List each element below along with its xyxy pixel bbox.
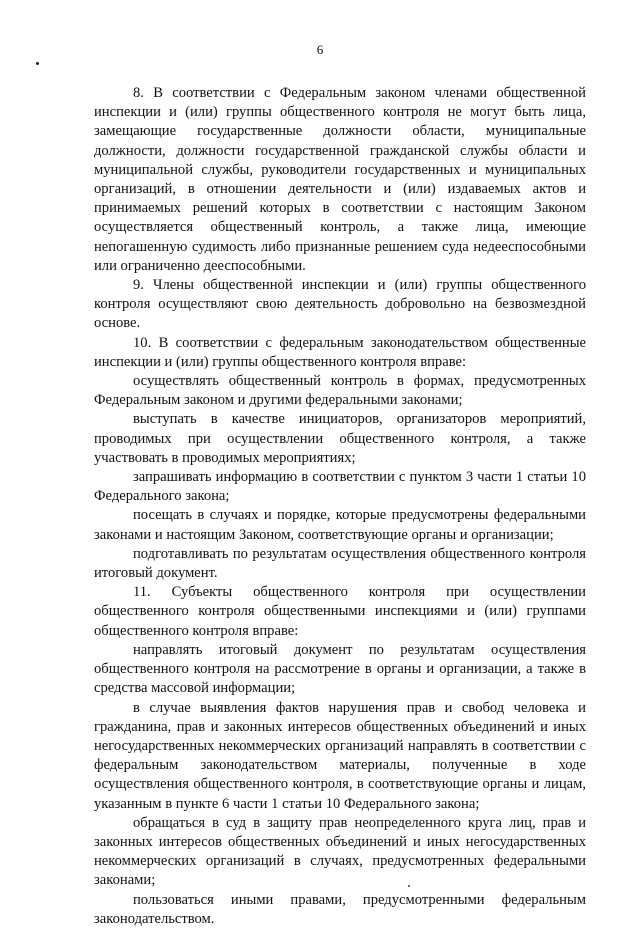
scan-speck-mark bbox=[36, 62, 39, 65]
paragraph-11-item: обращаться в суд в защиту прав неопределенного круга лиц, прав и законных интересов общественных объединений и иных негосударственных некоммерческих организаций в случаях, предусмотренных федеральными законами; bbox=[94, 814, 586, 889]
paragraph-10-item: подготавливать по результатам осуществления общественного контроля итоговый документ. bbox=[94, 545, 586, 582]
paragraph-11-item: направлять итоговый документ по результатам осуществления общественного контроля на рассмотрение в органы и организации, а также в средства массовой информации; bbox=[94, 641, 586, 697]
paragraph-9: 9. Члены общественной инспекции и (или) группы общественного контроля осуществляют свою деятельность добровольно на безвозмездной основе. bbox=[94, 277, 586, 332]
paragraph-10-item: выступать в качестве инициаторов, организаторов мероприятий, проводимых при осуществлении общественного контроля, а также участвовать в проводимых мероприятиях; bbox=[94, 411, 586, 466]
paragraph-11: 11. Субъекты общественного контроля при осуществлении общественного контроля общественными инспекциями и (или) группами общественного контроля вправе: bbox=[94, 584, 586, 639]
paragraph-10-item: посещать в случаях и порядке, которые предусмотрены федеральными законами и настоящим Законом, соответствующие органы и организации; bbox=[94, 507, 586, 543]
paragraph-11-item: пользоваться иными правами, предусмотренными федеральным законодательством. bbox=[94, 891, 586, 927]
paragraph-10-item: запрашивать информацию в соответствии с пунктом 3 части 1 статьи 10 Федерального закона; bbox=[94, 469, 586, 505]
paragraph-11-item: в случае выявления фактов нарушения прав и свобод человека и гражданина, прав и законных интересов общественных объединений и иных негосударственных некоммерческих организаций направлять в соответствии с федеральным законодательством материалы, полученные в ходе осуществления общественного контроля, в соответствующие органы и лицам, указанным в пункте 6 части 1 статьи 10 Федерального закона; bbox=[94, 699, 586, 812]
document-body bbox=[94, 84, 586, 929]
page-number: 6 bbox=[316, 42, 324, 57]
paragraph-10-item: осуществлять общественный контроль в формах, предусмотренных Федеральным законом и другими федеральными законами; bbox=[94, 373, 586, 409]
paragraph-10: 10. В соответствии с федеральным законодательством общественные инспекции и (или) группы общественного контроля вправе: bbox=[94, 334, 586, 370]
paragraph-8: 8. В соответствии с Федеральным законом членами общественной инспекции и (или) группы общественного контроля не могут быть лица, замещающие государственные должности области, муниципальные должности, должности государственной гражданской службы области и муниципальной службы, руководители государственных и муниципальных организаций, в отношении деятельности и (или) издаваемых актов и принимаемых решений которых в соответствии с настоящим Законом осуществляется общественный контроль, а также лица, имеющие непогашенную судимость либо признанные решением суда недееспособными или ограниченно дееспособными. bbox=[94, 85, 586, 274]
